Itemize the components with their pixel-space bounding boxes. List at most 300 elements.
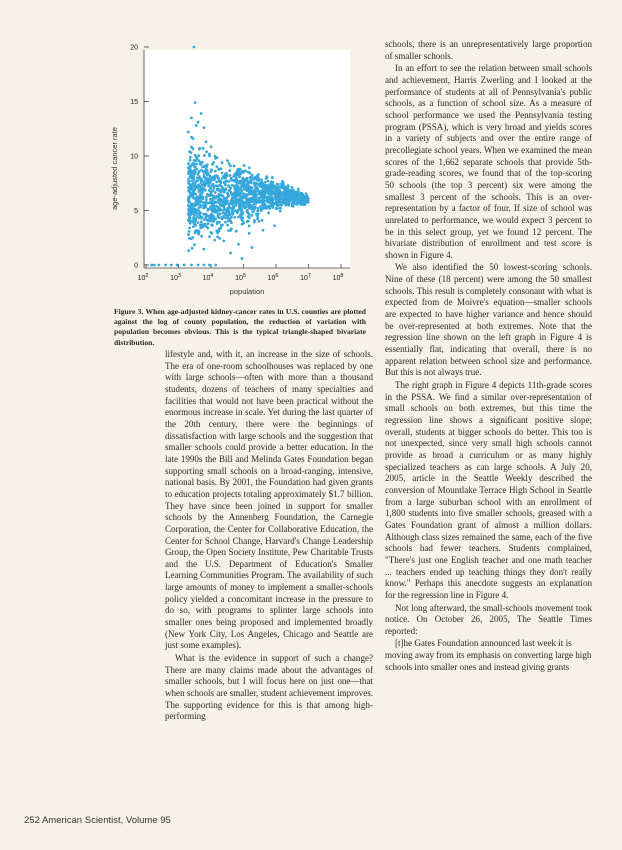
data-point: [230, 202, 233, 205]
data-point: [221, 177, 224, 180]
data-point: [213, 187, 216, 190]
data-point: [241, 177, 244, 180]
data-point: [198, 148, 201, 151]
data-point: [217, 188, 220, 191]
data-point: [205, 179, 208, 182]
data-point: [253, 221, 256, 224]
data-point: [271, 176, 274, 179]
data-point: [205, 196, 208, 199]
data-point: [227, 180, 230, 183]
data-point: [217, 168, 220, 171]
data-point: [268, 187, 271, 190]
data-point: [222, 203, 225, 206]
data-point: [212, 197, 215, 200]
data-point: [259, 193, 262, 196]
data-point: [297, 190, 300, 193]
data-point: [188, 230, 191, 233]
data-point: [217, 193, 220, 196]
data-point: [192, 193, 195, 196]
data-point: [213, 239, 216, 242]
data-point: [303, 197, 306, 200]
data-point: [187, 162, 190, 165]
data-point: [265, 197, 268, 200]
data-point: [254, 176, 257, 179]
data-point: [176, 264, 179, 267]
data-point: [200, 220, 203, 223]
data-point: [238, 202, 241, 205]
data-point: [202, 170, 205, 173]
data-point: [284, 199, 287, 202]
x-tick-label: $10^8$: [332, 273, 344, 282]
figure-caption: Figure 3. When age-adjusted kidney-cancer rates in U.S. counties are plotted against the log of county population, the reduction of variation with population becomes obvious. This is the typical triangle-shaped bivariate distribution.: [114, 307, 366, 347]
x-tick-exponent: 4: [210, 273, 214, 279]
data-point: [205, 140, 208, 143]
y-tick-label: 15: [130, 99, 138, 106]
data-point: [197, 184, 200, 187]
data-point: [195, 211, 198, 214]
data-point: [217, 177, 220, 180]
data-point: [193, 178, 196, 181]
data-point: [203, 188, 206, 191]
data-point: [193, 188, 196, 191]
data-point: [219, 209, 222, 212]
data-point: [200, 112, 203, 115]
data-point: [207, 202, 210, 205]
data-point: [210, 213, 213, 216]
data-point: [222, 208, 225, 211]
data-point: [221, 194, 224, 197]
data-point: [233, 173, 236, 176]
data-point: [256, 209, 259, 212]
data-point: [286, 189, 289, 192]
paragraph: We also identified the 50 lowest-scoring schools. Nine of these (18 percent) were among the 50 smallest schools. This result is completely consonant with what is expected from de Moivre's equation—smaller schools are expected to have higher variance and hence should be over-represented at both extremes. Note that the regression line shown on the left graph in Figure 4 is essentially flat, indicating that overall, there is no apparent relation between school size and performance. But this is not always true.: [385, 262, 592, 378]
data-point: [164, 264, 167, 267]
data-point: [224, 174, 227, 177]
data-point: [251, 205, 254, 208]
data-point: [220, 185, 223, 188]
data-point: [267, 205, 270, 208]
data-point: [299, 197, 302, 200]
data-point: [260, 178, 263, 181]
data-point: [267, 212, 270, 215]
data-point: [233, 187, 236, 190]
data-point: [299, 201, 302, 204]
data-point: [200, 180, 203, 183]
data-point: [242, 171, 245, 174]
data-point: [275, 200, 278, 203]
data-point: [238, 207, 241, 210]
data-point: [241, 181, 244, 184]
data-point: [233, 200, 236, 203]
paragraph: lifestyle and, with it, an increase in the size of schools. The era of one-room schoolhouses was replaced by one with large schools—often with more than a thousand students, dozens of teachers of many specialties and facilities that would not have been practical without the enormous increase in scale. Yet during the last quarter of the 20th century, there were the beginnings of dissatisfaction with large schools and the suggestion that smaller schools could provide a better education. In the late 1990s the Bill and Melinda Gates Foundation began supporting small schools on a broad-ranging, intensive, national basis. By 2001, the Foundation had given grants to education projects totaling approximately $1.7 billion. They have since been joined in support for smaller schools by the Annenberg Foundation, the Carnegie Corporation, the Center for Collaborative Education, the Center for School Change, Harvard's Change Leadership Group, the Open Society Institute, Pew Charitable Trusts and the U.S. Department of Education's Smaller Learning Communities Program. The availability of such large amounts of money to implement a smaller-schools policy yielded a concomitant increase in the pressure to do so, with programs to splinter large schools into smaller ones being proposed and implemented broadly (New York City, Los Angeles, Chicago and Seattle are just some examples).: [165, 349, 373, 651]
data-point: [187, 189, 190, 192]
data-point: [231, 194, 234, 197]
data-point: [225, 209, 228, 212]
paragraph: The right graph in Figure 4 depicts 11th-grade scores in the PSSA. We find a similar over-representation of small schools on both extremes, but this time the regression line shows a significant positive slope; overall, students at bigger schools do better. This too is not unexpected, since very small high schools cannot provide as broad a curriculum or as many highly specialized teachers as can large schools. A July 20, 2005, article in the Seattle Weekly described the conversion of Mountlake Terrace High School in Seattle from a large suburban school with an enrollment of 1,800 students into five smaller schools, greased with a Gates Foundation grant of almost a million dollars. Although class sizes remained the same, each of the five schools had fewer teachers. Students complained, "There's just one English teacher and one math teacher ... teachers ended up teaching things they don't really know." Perhaps this anecdote suggests an explanation for the regression line in Figure 4.: [385, 380, 592, 600]
data-point: [187, 212, 190, 215]
data-point: [257, 179, 260, 182]
data-point: [193, 173, 196, 176]
data-point: [247, 184, 250, 187]
data-point: [254, 206, 257, 209]
data-point: [193, 197, 196, 200]
data-point: [205, 198, 208, 201]
data-point: [269, 197, 272, 200]
page-footer: 252 American Scientist, Volume 95: [24, 815, 171, 826]
data-point: [253, 181, 256, 184]
x-axis-label: population: [229, 287, 265, 296]
data-point: [240, 189, 243, 192]
data-point: [203, 154, 206, 157]
data-point: [190, 183, 193, 186]
y-tick-label: 20: [130, 44, 138, 52]
data-point: [234, 180, 237, 183]
x-tick-exponent: 2: [145, 273, 149, 279]
data-point: [188, 237, 191, 240]
data-point: [232, 207, 235, 210]
data-point: [237, 187, 240, 190]
paragraph: In an effort to see the relation between small schools and achievement, Harris Zwerling and I looked at the performance of students at all of Pennsylvania's public schools, as a function of school size. As a measure of school performance we used the Pennsylvania testing program (PSSA), which is very broad and yields scores in a variety of subjects and over the entire range of precollegiate school years. When we examined the mean scores of the 1,662 separate schools that provide 5th-grade-reading scores, we found that of the top-scoring 50 schools (the top 3 percent) six were among the smallest 3 percent of the schools. This is an over-representation by a factor of four. If size of school was unrelated to performance, we would expect 3 percent to be in this select group, yet we found 12 percent. The bivariate distribution of enrollment and test score is shown in Figure 4.: [385, 63, 592, 260]
data-point: [207, 222, 210, 225]
data-point: [246, 211, 249, 214]
data-point: [209, 205, 212, 208]
data-point: [251, 200, 254, 203]
data-point: [276, 207, 279, 210]
data-point: [300, 203, 303, 206]
data-point: [255, 196, 258, 199]
data-point: [231, 179, 234, 182]
data-point: [214, 191, 217, 194]
data-point: [228, 162, 231, 165]
data-point: [236, 190, 239, 193]
data-point: [190, 146, 193, 149]
data-point: [286, 196, 289, 199]
data-point: [277, 186, 280, 189]
data-point: [207, 208, 210, 211]
data-point: [254, 201, 257, 204]
data-point: [215, 205, 218, 208]
data-point: [249, 193, 252, 196]
data-point: [202, 213, 205, 216]
data-point: [195, 180, 198, 183]
data-point: [214, 264, 217, 267]
data-point: [250, 180, 253, 183]
data-point: [189, 156, 192, 159]
x-tick-label: $10^5$: [235, 273, 246, 282]
data-point: [202, 147, 205, 150]
data-point: [239, 172, 242, 175]
data-point: [263, 190, 266, 193]
data-point: [241, 257, 244, 260]
data-point: [201, 197, 204, 200]
data-point: [223, 181, 226, 184]
data-point: [235, 184, 238, 187]
data-point: [275, 188, 278, 191]
data-point: [256, 217, 259, 220]
data-point: [193, 46, 196, 49]
data-point: [196, 173, 199, 176]
data-point: [208, 235, 211, 238]
data-point: [290, 186, 293, 189]
data-point: [183, 264, 186, 267]
data-point: [298, 193, 301, 196]
data-point: [250, 176, 253, 179]
data-point: [189, 194, 192, 197]
data-point: [266, 201, 269, 204]
data-point: [224, 200, 227, 203]
data-point: [282, 183, 285, 186]
data-point: [276, 183, 279, 186]
data-point: [188, 180, 191, 183]
data-point: [206, 169, 209, 172]
data-point: [190, 136, 193, 139]
data-point: [257, 207, 260, 210]
data-point: [264, 181, 267, 184]
paragraph: Not long afterward, the small-schools movement took notice. On October 26, 2005, The Seattle Times reported:: [385, 602, 592, 636]
data-point: [243, 183, 246, 186]
data-point: [235, 204, 238, 207]
data-point: [194, 204, 197, 207]
data-point: [226, 159, 229, 162]
x-tick-exponent: 5: [242, 273, 246, 279]
data-point: [237, 194, 240, 197]
data-point: [270, 180, 273, 183]
data-point: [226, 224, 229, 227]
data-point: [218, 227, 221, 230]
data-point: [278, 199, 281, 202]
paragraph: What is the evidence in support of such a change? There are many claims made about the advantages of smaller schools, but I will focus here on just one—that when schools are smaller, student achievement improves. The supporting evidence for this is that among high-performing: [165, 653, 373, 722]
data-point: [194, 101, 197, 104]
data-point: [196, 176, 199, 179]
data-point: [263, 203, 266, 206]
data-point: [237, 243, 240, 246]
data-point: [210, 223, 213, 226]
data-point: [225, 197, 228, 200]
data-point: [301, 199, 304, 202]
data-point: [243, 201, 246, 204]
data-point: [200, 235, 203, 238]
y-tick-label: 5: [134, 208, 138, 215]
x-tick-label: $10^7$: [300, 273, 311, 282]
data-point: [307, 201, 310, 204]
data-point: [257, 201, 260, 204]
data-point: [190, 208, 193, 211]
data-point: [212, 183, 215, 186]
data-point: [206, 172, 209, 175]
data-point: [229, 174, 232, 177]
data-point: [199, 177, 202, 180]
data-point: [230, 227, 233, 230]
data-point: [211, 189, 214, 192]
data-point: [187, 208, 190, 211]
data-point: [192, 225, 195, 228]
data-point: [210, 232, 213, 235]
y-tick-label: 10: [130, 153, 138, 161]
data-point: [205, 150, 208, 153]
data-point: [233, 216, 236, 219]
data-point: [245, 189, 248, 192]
data-point: [189, 219, 192, 222]
data-point: [223, 215, 226, 218]
data-point: [187, 249, 190, 252]
data-point: [238, 197, 241, 200]
paragraph: schools, there is an unrepresentatively large proportion of smaller schools.: [385, 39, 592, 61]
data-point: [297, 188, 300, 191]
data-point: [226, 216, 229, 219]
data-point: [208, 220, 211, 223]
data-point: [203, 173, 206, 176]
data-point: [250, 214, 253, 217]
data-point: [230, 216, 233, 219]
data-point: [204, 164, 207, 167]
data-point: [214, 175, 217, 178]
data-point: [236, 199, 239, 202]
data-point: [244, 179, 247, 182]
data-point: [215, 209, 218, 212]
y-axis-label: age-adjusted cancer rate: [110, 127, 119, 210]
data-point: [213, 201, 216, 204]
data-point: [305, 192, 308, 195]
plot-area: [144, 50, 350, 268]
data-point: [221, 172, 224, 175]
data-point: [215, 180, 218, 183]
data-point: [248, 172, 251, 175]
data-point: [223, 240, 226, 243]
data-point: [239, 168, 242, 171]
data-point: [250, 208, 253, 211]
data-point: [291, 197, 294, 200]
data-point: [247, 220, 250, 223]
data-point: [188, 170, 191, 173]
data-point: [209, 198, 212, 201]
data-point: [236, 210, 239, 213]
data-point: [191, 212, 194, 215]
data-point: [206, 193, 209, 196]
data-point: [242, 195, 245, 198]
data-point: [287, 204, 290, 207]
data-point: [196, 202, 199, 205]
data-point: [218, 196, 221, 199]
data-point: [277, 191, 280, 194]
x-tick-exponent: 6: [275, 273, 279, 279]
data-point: [208, 264, 211, 267]
data-point: [211, 163, 214, 166]
data-point: [279, 196, 282, 199]
data-point: [270, 201, 273, 204]
data-point: [202, 248, 205, 251]
data-point: [216, 235, 219, 238]
data-point: [229, 252, 232, 255]
data-point: [216, 156, 219, 159]
data-point: [257, 189, 260, 192]
data-point: [197, 264, 200, 267]
data-point: [282, 193, 285, 196]
data-point: [267, 190, 270, 193]
data-point: [199, 163, 202, 166]
data-point: [208, 153, 211, 156]
data-point: [242, 211, 245, 214]
data-point: [246, 201, 249, 204]
data-point: [296, 198, 299, 201]
data-point: [213, 178, 216, 181]
data-point: [223, 212, 226, 215]
data-point: [224, 187, 227, 190]
data-point: [216, 221, 219, 224]
data-point: [228, 169, 231, 172]
data-point: [224, 183, 227, 186]
data-point: [261, 219, 264, 222]
data-point: [211, 194, 214, 197]
data-point: [197, 221, 200, 224]
data-point: [250, 190, 253, 193]
data-point: [256, 175, 259, 178]
data-point: [204, 202, 207, 205]
data-point: [227, 212, 230, 215]
data-point: [197, 154, 200, 157]
data-point: [198, 230, 201, 233]
data-point: [199, 200, 202, 203]
data-point: [196, 157, 199, 160]
data-point: [222, 189, 225, 192]
data-point: [202, 126, 205, 129]
data-point: [273, 224, 276, 227]
data-point: [279, 207, 282, 210]
data-point: [227, 229, 230, 232]
data-point: [247, 215, 250, 218]
data-point: [250, 246, 253, 249]
data-point: [190, 264, 193, 267]
data-point: [293, 196, 296, 199]
data-point: [203, 181, 206, 184]
data-point: [267, 180, 270, 183]
data-point: [189, 159, 192, 162]
data-point: [224, 221, 227, 224]
data-point: [243, 164, 246, 167]
data-point: [219, 181, 222, 184]
scatter-chart: [100, 38, 362, 302]
data-point: [274, 197, 277, 200]
data-point: [189, 205, 192, 208]
data-point: [195, 229, 198, 232]
data-point: [209, 187, 212, 190]
body-column-left: [165, 349, 373, 723]
data-point: [153, 264, 156, 267]
data-point: [272, 193, 275, 196]
data-point: [188, 200, 191, 203]
body-column-right: [385, 39, 592, 673]
data-point: [261, 201, 264, 204]
data-point: [223, 206, 226, 209]
data-point: [195, 124, 198, 127]
data-point: [237, 216, 240, 219]
data-point: [198, 190, 201, 193]
data-point: [197, 198, 200, 201]
data-point: [197, 206, 200, 209]
data-point: [288, 201, 291, 204]
x-tick-exponent: 3: [177, 273, 181, 279]
data-point: [170, 264, 173, 267]
data-point: [234, 209, 237, 212]
data-point: [231, 213, 234, 216]
data-point: [188, 186, 191, 189]
data-point: [226, 192, 229, 195]
data-point: [190, 202, 193, 205]
data-point: [256, 213, 259, 216]
data-point: [292, 189, 295, 192]
data-point: [190, 151, 193, 154]
data-point: [189, 216, 192, 219]
data-point: [259, 205, 262, 208]
